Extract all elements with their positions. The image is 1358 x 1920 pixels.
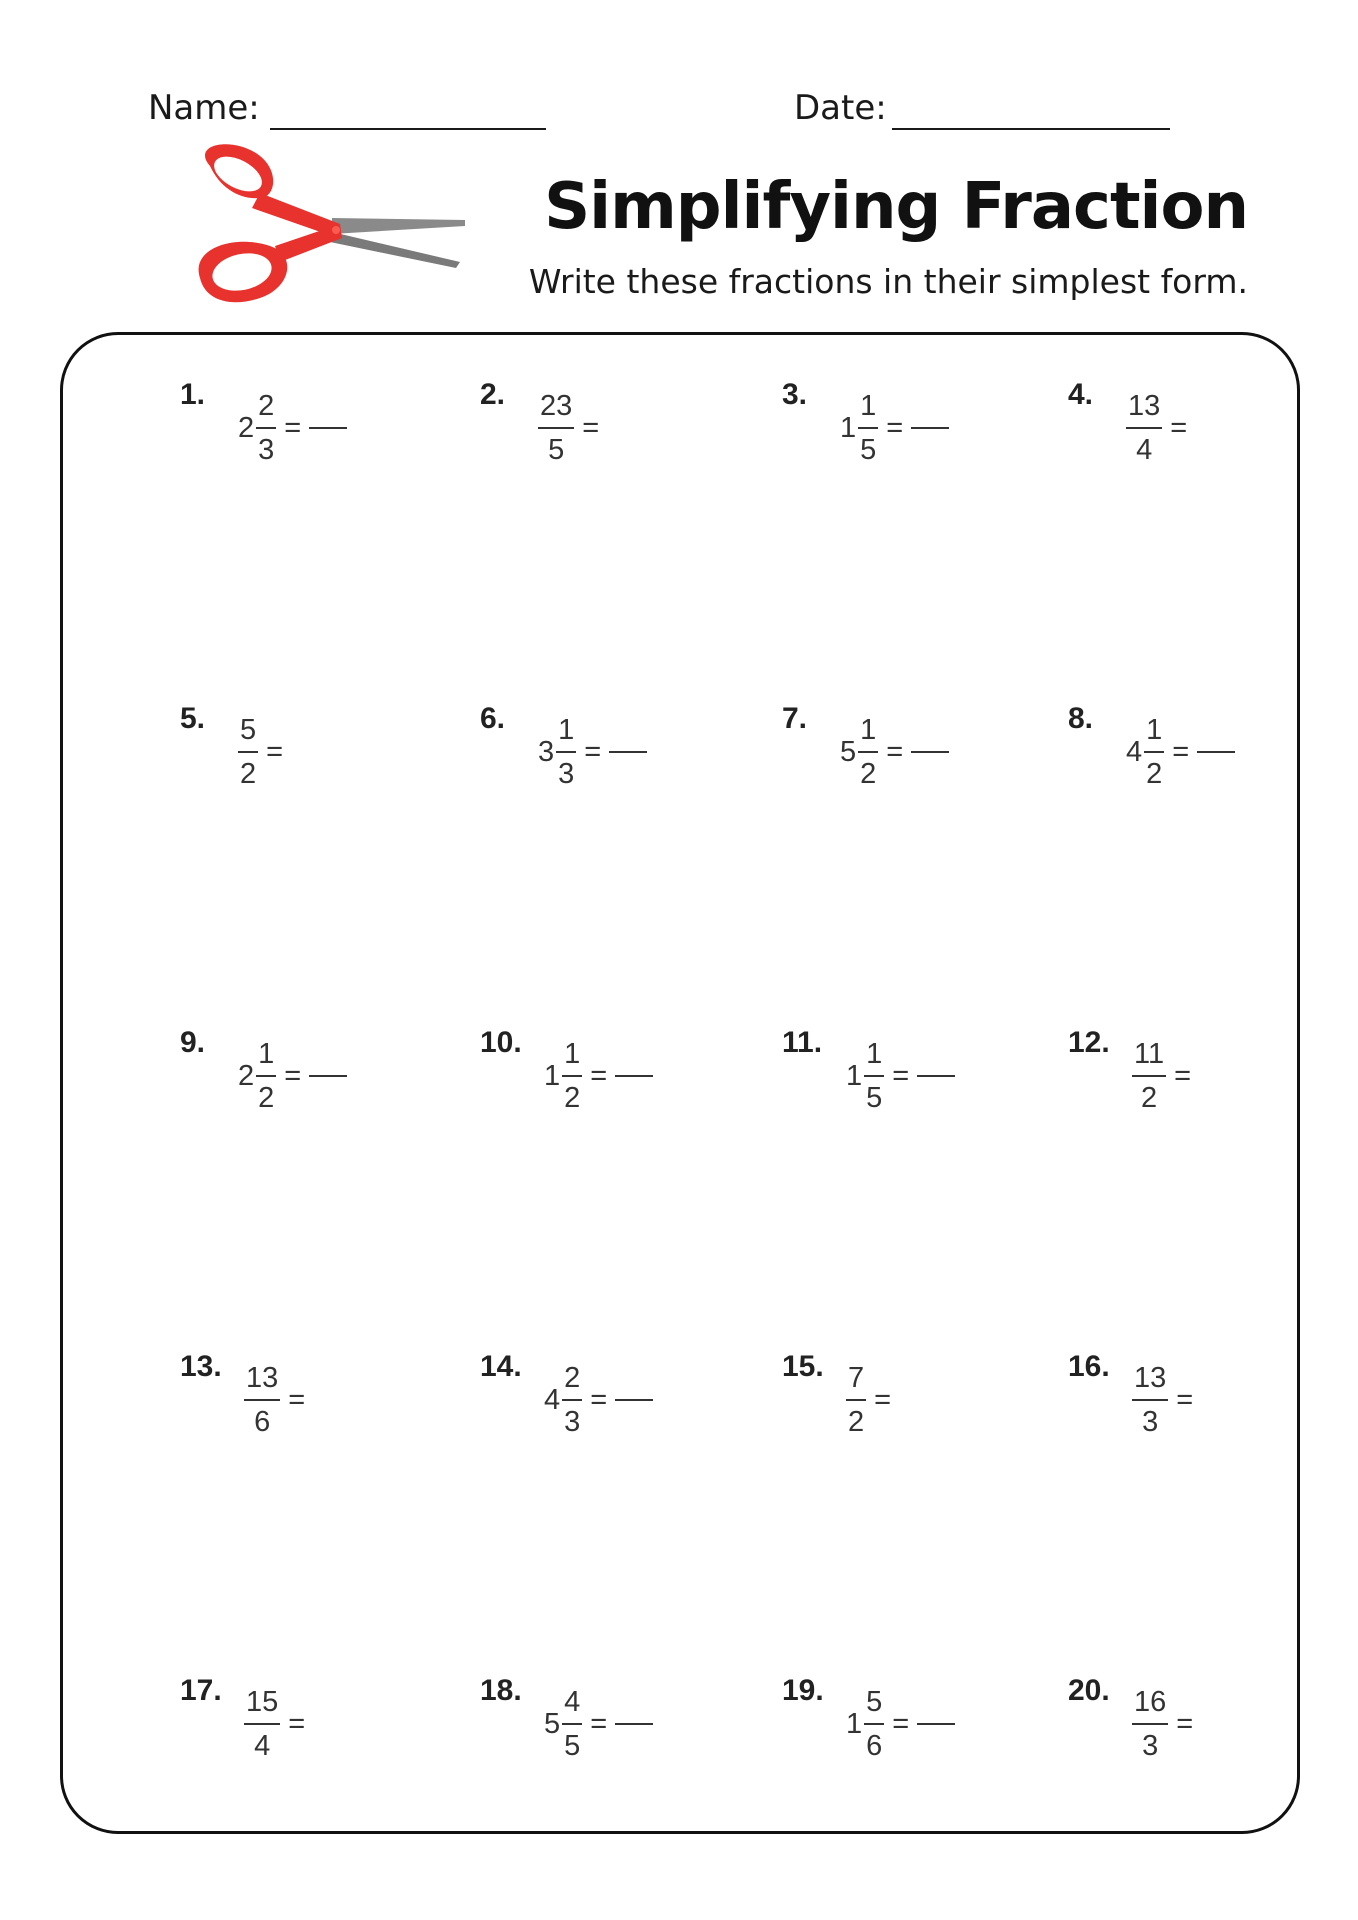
fraction: [562, 1684, 582, 1764]
numerator: 15: [246, 1686, 279, 1718]
fraction-bar: [1132, 1723, 1168, 1725]
page-title: Simplifying Fraction: [544, 170, 1248, 244]
fraction: [562, 1360, 582, 1440]
problem-10: [480, 1026, 720, 1146]
answer-blank[interactable]: [615, 1399, 653, 1401]
problem-number: 12.: [1068, 1026, 1110, 1059]
fraction-bar: [858, 427, 878, 429]
problem-5: [180, 702, 420, 822]
fraction-expression: [244, 1360, 305, 1440]
equals-sign: =: [288, 1383, 306, 1416]
fraction: [1132, 1684, 1168, 1764]
problem-2: [480, 378, 720, 498]
problem-number: 10.: [480, 1026, 522, 1059]
fraction-bar: [858, 751, 878, 753]
fraction-bar: [256, 1075, 276, 1077]
fraction-expression: [846, 1684, 955, 1764]
equals-sign: =: [584, 735, 602, 768]
denominator: 6: [866, 1730, 883, 1762]
fraction-bar: [556, 751, 576, 753]
fraction: [1126, 388, 1162, 468]
fraction: [556, 712, 576, 792]
fraction: [244, 1684, 280, 1764]
fraction: [864, 1684, 884, 1764]
fraction: [238, 712, 258, 792]
denominator: 2: [1146, 758, 1163, 790]
problem-8: [1068, 702, 1308, 822]
problem-number: 18.: [480, 1674, 522, 1707]
numerator: 11: [1134, 1038, 1165, 1070]
problem-14: [480, 1350, 720, 1470]
numerator: 1: [1146, 714, 1163, 746]
problem-3: [782, 378, 1022, 498]
numerator: 2: [258, 390, 275, 422]
fraction-bar: [238, 751, 258, 753]
fraction-expression: [1132, 1684, 1193, 1764]
equals-sign: =: [582, 411, 600, 444]
fraction-expression: [1132, 1360, 1193, 1440]
numerator: 5: [240, 714, 257, 746]
scissors-icon: [180, 138, 480, 318]
answer-blank[interactable]: [911, 751, 949, 753]
fraction-bar: [1126, 427, 1162, 429]
numerator: 2: [564, 1362, 581, 1394]
name-label: Name:: [148, 88, 260, 128]
whole-number: 1: [846, 1059, 863, 1092]
denominator: 6: [254, 1406, 271, 1438]
scissors-blade-bottom: [330, 232, 460, 268]
problem-number: 20.: [1068, 1674, 1110, 1707]
fraction: [858, 388, 878, 468]
scissors-blade-top: [332, 218, 465, 234]
problem-7: [782, 702, 1022, 822]
denominator: 5: [866, 1082, 883, 1114]
whole-number: 2: [238, 1059, 255, 1092]
fraction-expression: [544, 1036, 653, 1116]
problem-16: [1068, 1350, 1308, 1470]
answer-blank[interactable]: [911, 427, 949, 429]
fraction-bar: [562, 1723, 582, 1725]
denominator: 2: [848, 1406, 865, 1438]
fraction-bar: [1132, 1075, 1166, 1077]
numerator: 1: [860, 390, 877, 422]
answer-blank[interactable]: [917, 1075, 955, 1077]
whole-number: 5: [544, 1707, 561, 1740]
problem-19: [782, 1674, 1022, 1794]
fraction-expression: [538, 388, 599, 468]
problem-number: 5.: [180, 702, 206, 735]
denominator: 3: [558, 758, 575, 790]
problem-9: [180, 1026, 420, 1146]
problem-18: [480, 1674, 720, 1794]
fraction-expression: [1126, 712, 1235, 792]
problem-number: 11.: [782, 1026, 823, 1059]
problem-number: 16.: [1068, 1350, 1110, 1383]
denominator: 2: [860, 758, 877, 790]
problem-number: 6.: [480, 702, 506, 735]
whole-number: 1: [544, 1059, 561, 1092]
numerator: 1: [258, 1038, 275, 1070]
answer-blank[interactable]: [609, 751, 647, 753]
numerator: 13: [246, 1362, 279, 1394]
equals-sign: =: [886, 411, 904, 444]
numerator: 13: [1128, 390, 1161, 422]
fraction-expression: [238, 712, 283, 792]
equals-sign: =: [892, 1707, 910, 1740]
denominator: 5: [860, 434, 877, 466]
problem-number: 8.: [1068, 702, 1094, 735]
fraction-bar: [846, 1399, 866, 1401]
denominator: 5: [564, 1730, 581, 1762]
denominator: 3: [1142, 1406, 1159, 1438]
answer-blank[interactable]: [917, 1723, 955, 1725]
fraction: [562, 1036, 582, 1116]
fraction-bar: [256, 427, 276, 429]
numerator: 1: [564, 1038, 581, 1070]
numerator: 16: [1134, 1686, 1167, 1718]
fraction: [538, 388, 574, 468]
denominator: 2: [1140, 1082, 1158, 1114]
fraction-expression: [544, 1684, 653, 1764]
fraction-expression: [238, 388, 347, 468]
equals-sign: =: [1176, 1383, 1194, 1416]
numerator: 23: [540, 390, 573, 422]
problem-20: [1068, 1674, 1308, 1794]
denominator: 3: [1142, 1730, 1159, 1762]
numerator: 13: [1134, 1362, 1167, 1394]
fraction-bar: [864, 1723, 884, 1725]
fraction-expression: [238, 1036, 347, 1116]
answer-blank[interactable]: [615, 1723, 653, 1725]
problem-15: [782, 1350, 1022, 1470]
equals-sign: =: [590, 1707, 608, 1740]
scissors-pivot: [332, 226, 340, 234]
problem-6: [480, 702, 720, 822]
equals-sign: =: [1176, 1707, 1194, 1740]
numerator: 1: [866, 1038, 883, 1070]
fraction: [1132, 1360, 1168, 1440]
whole-number: 3: [538, 735, 555, 768]
fraction-bar: [864, 1075, 884, 1077]
whole-number: 1: [846, 1707, 863, 1740]
fraction: [1144, 712, 1164, 792]
fraction-bar: [1144, 751, 1164, 753]
equals-sign: =: [874, 1383, 892, 1416]
fraction: [244, 1360, 280, 1440]
denominator: 4: [1136, 434, 1153, 466]
problem-4: [1068, 378, 1308, 498]
whole-number: 5: [840, 735, 857, 768]
equals-sign: =: [1174, 1059, 1192, 1092]
answer-blank[interactable]: [1197, 751, 1235, 753]
problem-number: 1.: [180, 378, 206, 411]
whole-number: 1: [840, 411, 857, 444]
problem-number: 3.: [782, 378, 808, 411]
denominator: 2: [240, 758, 257, 790]
fraction-expression: [244, 1684, 305, 1764]
equals-sign: =: [1170, 411, 1188, 444]
scissors-handle-bottom: [199, 224, 342, 302]
problem-11: [782, 1026, 1022, 1146]
problem-number: 7.: [782, 702, 808, 735]
fraction-expression: [1132, 1036, 1191, 1116]
denominator: 2: [258, 1082, 275, 1114]
whole-number: 2: [238, 411, 255, 444]
fraction: [256, 1036, 276, 1116]
fraction: [1132, 1036, 1166, 1116]
equals-sign: =: [590, 1059, 608, 1092]
equals-sign: =: [1172, 735, 1190, 768]
numerator: 1: [558, 714, 575, 746]
fraction: [846, 1360, 866, 1440]
fraction-bar: [562, 1399, 582, 1401]
numerator: 7: [848, 1362, 865, 1394]
problem-number: 13.: [180, 1350, 222, 1383]
scissors-handle-top: [205, 144, 340, 236]
problem-number: 4.: [1068, 378, 1094, 411]
fraction-expression: [846, 1360, 891, 1440]
whole-number: 4: [544, 1383, 561, 1416]
problem-12: [1068, 1026, 1308, 1146]
numerator: 4: [564, 1686, 581, 1718]
equals-sign: =: [590, 1383, 608, 1416]
date-label: Date:: [794, 88, 887, 128]
denominator: 2: [564, 1082, 581, 1114]
fraction-expression: [1126, 388, 1187, 468]
fraction: [858, 712, 878, 792]
answer-blank[interactable]: [309, 1075, 347, 1077]
fraction-expression: [840, 388, 949, 468]
problem-1: [180, 378, 420, 498]
fraction-bar: [244, 1399, 280, 1401]
denominator: 3: [564, 1406, 581, 1438]
problem-number: 19.: [782, 1674, 824, 1707]
answer-blank[interactable]: [309, 427, 347, 429]
equals-sign: =: [284, 411, 302, 444]
equals-sign: =: [288, 1707, 306, 1740]
answer-blank[interactable]: [615, 1075, 653, 1077]
equals-sign: =: [886, 735, 904, 768]
denominator: 5: [548, 434, 565, 466]
date-field[interactable]: [892, 128, 1170, 130]
problem-number: 14.: [480, 1350, 522, 1383]
problem-13: [180, 1350, 420, 1470]
numerator: 5: [866, 1686, 883, 1718]
whole-number: 4: [1126, 735, 1143, 768]
fraction-expression: [846, 1036, 955, 1116]
equals-sign: =: [266, 735, 284, 768]
fraction-bar: [1132, 1399, 1168, 1401]
fraction-expression: [544, 1360, 653, 1440]
fraction-bar: [562, 1075, 582, 1077]
problem-number: 9.: [180, 1026, 206, 1059]
numerator: 1: [860, 714, 877, 746]
denominator: 3: [258, 434, 275, 466]
fraction: [256, 388, 276, 468]
problem-number: 15.: [782, 1350, 824, 1383]
name-field[interactable]: [270, 128, 546, 130]
denominator: 4: [254, 1730, 271, 1762]
fraction-bar: [538, 427, 574, 429]
equals-sign: =: [284, 1059, 302, 1092]
problem-17: [180, 1674, 420, 1794]
fraction-bar: [244, 1723, 280, 1725]
problem-number: 17.: [180, 1674, 222, 1707]
equals-sign: =: [892, 1059, 910, 1092]
fraction-expression: [840, 712, 949, 792]
fraction: [864, 1036, 884, 1116]
fraction-expression: [538, 712, 647, 792]
problem-number: 2.: [480, 378, 506, 411]
instructions-text: Write these fractions in their simplest form.: [528, 262, 1248, 301]
